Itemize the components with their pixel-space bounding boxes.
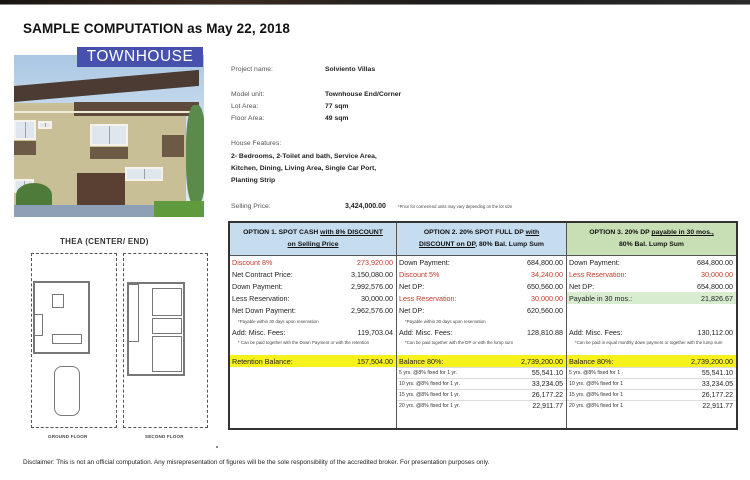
feature-line: Planting Strip <box>231 177 276 184</box>
loan-term-row: 15 yrs. @8% fixed for 1 yr. 26,177.22 <box>397 389 566 400</box>
master-bedroom <box>152 336 182 372</box>
townhouse-badge: TOWNHOUSE <box>77 47 203 67</box>
second-floor-plan <box>123 253 208 428</box>
house-photo <box>14 55 204 217</box>
table-row: Discount 8% 273,920.00 <box>232 257 393 267</box>
misc-fees-row: Add: Misc. Fees: 130,112.00 <box>569 327 733 337</box>
car-port <box>54 366 80 416</box>
window <box>125 167 163 181</box>
top-photo-strip <box>0 0 750 5</box>
stairs <box>127 284 139 342</box>
roof-fascia <box>74 102 199 116</box>
aircon-unit <box>38 121 52 129</box>
lot-area-label: Lot Area: <box>231 103 259 110</box>
loan-term-row: 5 yrs. @8% fixed for 1 · 55,541.10 <box>567 367 736 378</box>
bedroom <box>152 288 182 316</box>
selling-price-value: 3,424,000.00 <box>345 203 386 210</box>
tree <box>186 105 204 205</box>
model-unit-label: Model unit: <box>231 91 265 98</box>
table-row: Net DP: 650,560.00 <box>399 281 563 291</box>
loan-term-row: 15 yrs. @8% fixed for 1 26,177.22 <box>567 389 736 400</box>
lot-area-value: 77 sqm <box>325 103 349 110</box>
sofa <box>52 334 82 344</box>
option-2-column <box>397 223 567 428</box>
floor-area-label: Floor Area: <box>231 115 265 122</box>
ground-floor-label: GROUND FLOOR <box>48 434 88 439</box>
house-features-list <box>231 151 481 187</box>
wall-panel <box>162 135 184 157</box>
balance-row: Balance 80%: 2,739,200.00 <box>397 355 566 367</box>
misc-fees-note: *Can be paid together with the DP or with the lump sum <box>405 340 514 345</box>
loan-term-row: 20 yrs. @8% fixed for 1 22,911.77 <box>567 400 736 411</box>
option-3-column <box>567 223 736 428</box>
disclaimer: Disclaimer: This is not an official computation. Any misrepresentation of figures will be the sole responsibility of the accredited broker. For presentation purposes only. <box>23 459 490 466</box>
house-features-label: House Features: <box>231 140 282 147</box>
balance-row: Balance 80%: 2,739,200.00 <box>567 355 736 367</box>
misc-fees-note: *Can be paid in equal monthly down payment or together with the lump sum <box>575 340 723 345</box>
table-row: Net Down Payment: 2,962,576.00 <box>232 305 393 315</box>
misc-fees-row: Add: Misc. Fees: 119,703.04 <box>232 327 393 337</box>
wall-trim <box>14 111 192 113</box>
payable-note: *Payable within 30 days upon reservation <box>405 318 486 324</box>
table-row: Net DP: 620,560.00 <box>399 305 563 315</box>
table-row: Net Contract Price: 3,150,080.00 <box>232 269 393 279</box>
floor-plan-title: THEA (CENTER/ END) <box>60 237 149 246</box>
model-unit-value: Townhouse End/Corner <box>325 91 402 98</box>
retention-balance-row: Retention Balance: 157,504.00 <box>230 355 396 367</box>
floor-area-value: 49 sqm <box>325 115 349 122</box>
table-row: Down Payment: 2,992,576.00 <box>232 281 393 291</box>
table-row: Less Reservation: 30,000.00 <box>232 293 393 303</box>
option-1-column <box>230 223 397 428</box>
shrub <box>16 183 52 207</box>
page-title: SAMPLE COMPUTATION as May 22, 2018 <box>23 21 290 36</box>
project-name-label: Project name: <box>231 66 273 73</box>
table-row: Down Payment: 684,800.00 <box>399 257 563 267</box>
selling-price-label: Selling Price: <box>231 203 271 210</box>
feature-line: Kitchen, Dining, Living Area, Single Car Port, <box>231 165 377 172</box>
window <box>90 124 128 146</box>
monthly-payable-row: Payable in 30 mos.: 21,826.67 <box>567 292 736 304</box>
loan-term-row: 10 yrs. @8% fixed for 1 33,234.05 <box>567 378 736 389</box>
second-floor-label: SECOND FLOOR <box>145 434 184 439</box>
loan-term-row: 10 yrs. @8% fixed for 1 yr. 33,234.05 <box>397 378 566 389</box>
wall-panel <box>14 141 36 155</box>
table-row: Discount 5% 34,240.00 <box>399 269 563 279</box>
table-row: Net DP: 654,800.00 <box>569 281 733 291</box>
table-row: Less Reservation: 30,000.00 <box>569 269 733 279</box>
loan-term-row: 5 yrs. @8% fixed for 1 yr. 55,541.10 <box>397 367 566 378</box>
payable-note: *Payable within 30 days upon reservation <box>238 318 319 324</box>
price-note: *Price for corner/end units may vary depending on the lot size <box>398 204 513 209</box>
ground-floor-plan <box>31 253 117 428</box>
stray-dot <box>216 446 218 448</box>
option-3-header: OPTION 3. 20% DP payable in 30 mos., 80% Bal. Lump Sum <box>567 223 736 256</box>
bathroom <box>152 318 182 334</box>
option-1-header: OPTION 1. SPOT CASH with 8% DISCOUNT on Selling Price <box>230 223 396 256</box>
feature-line: 2- Bedrooms, 2-Toilet and bath, Service Area, <box>231 153 377 160</box>
payment-options-table <box>228 221 738 430</box>
wall-panel <box>90 147 128 159</box>
dining-table <box>52 294 64 308</box>
toilet <box>33 314 43 336</box>
misc-fees-row: Add: Misc. Fees: 128,810.88 <box>399 327 563 337</box>
roof <box>14 70 199 102</box>
table-row: Less Reservation: 30,000.00 <box>399 293 563 303</box>
window <box>14 120 36 140</box>
loan-term-row: 20 yrs. @8% fixed for 1 yr. 22,911.77 <box>397 400 566 411</box>
misc-fees-note: * Can be paid together with the Down Payment or with the retention <box>238 340 370 345</box>
project-name-value: Solviento Villas <box>325 66 376 73</box>
lawn <box>154 201 204 217</box>
table-row: Down Payment: 684,800.00 <box>569 257 733 267</box>
option-2-header: OPTION 2. 20% SPOT FULL DP with DISCOUNT on DP, 80% Bal. Lump Sum <box>397 223 566 256</box>
